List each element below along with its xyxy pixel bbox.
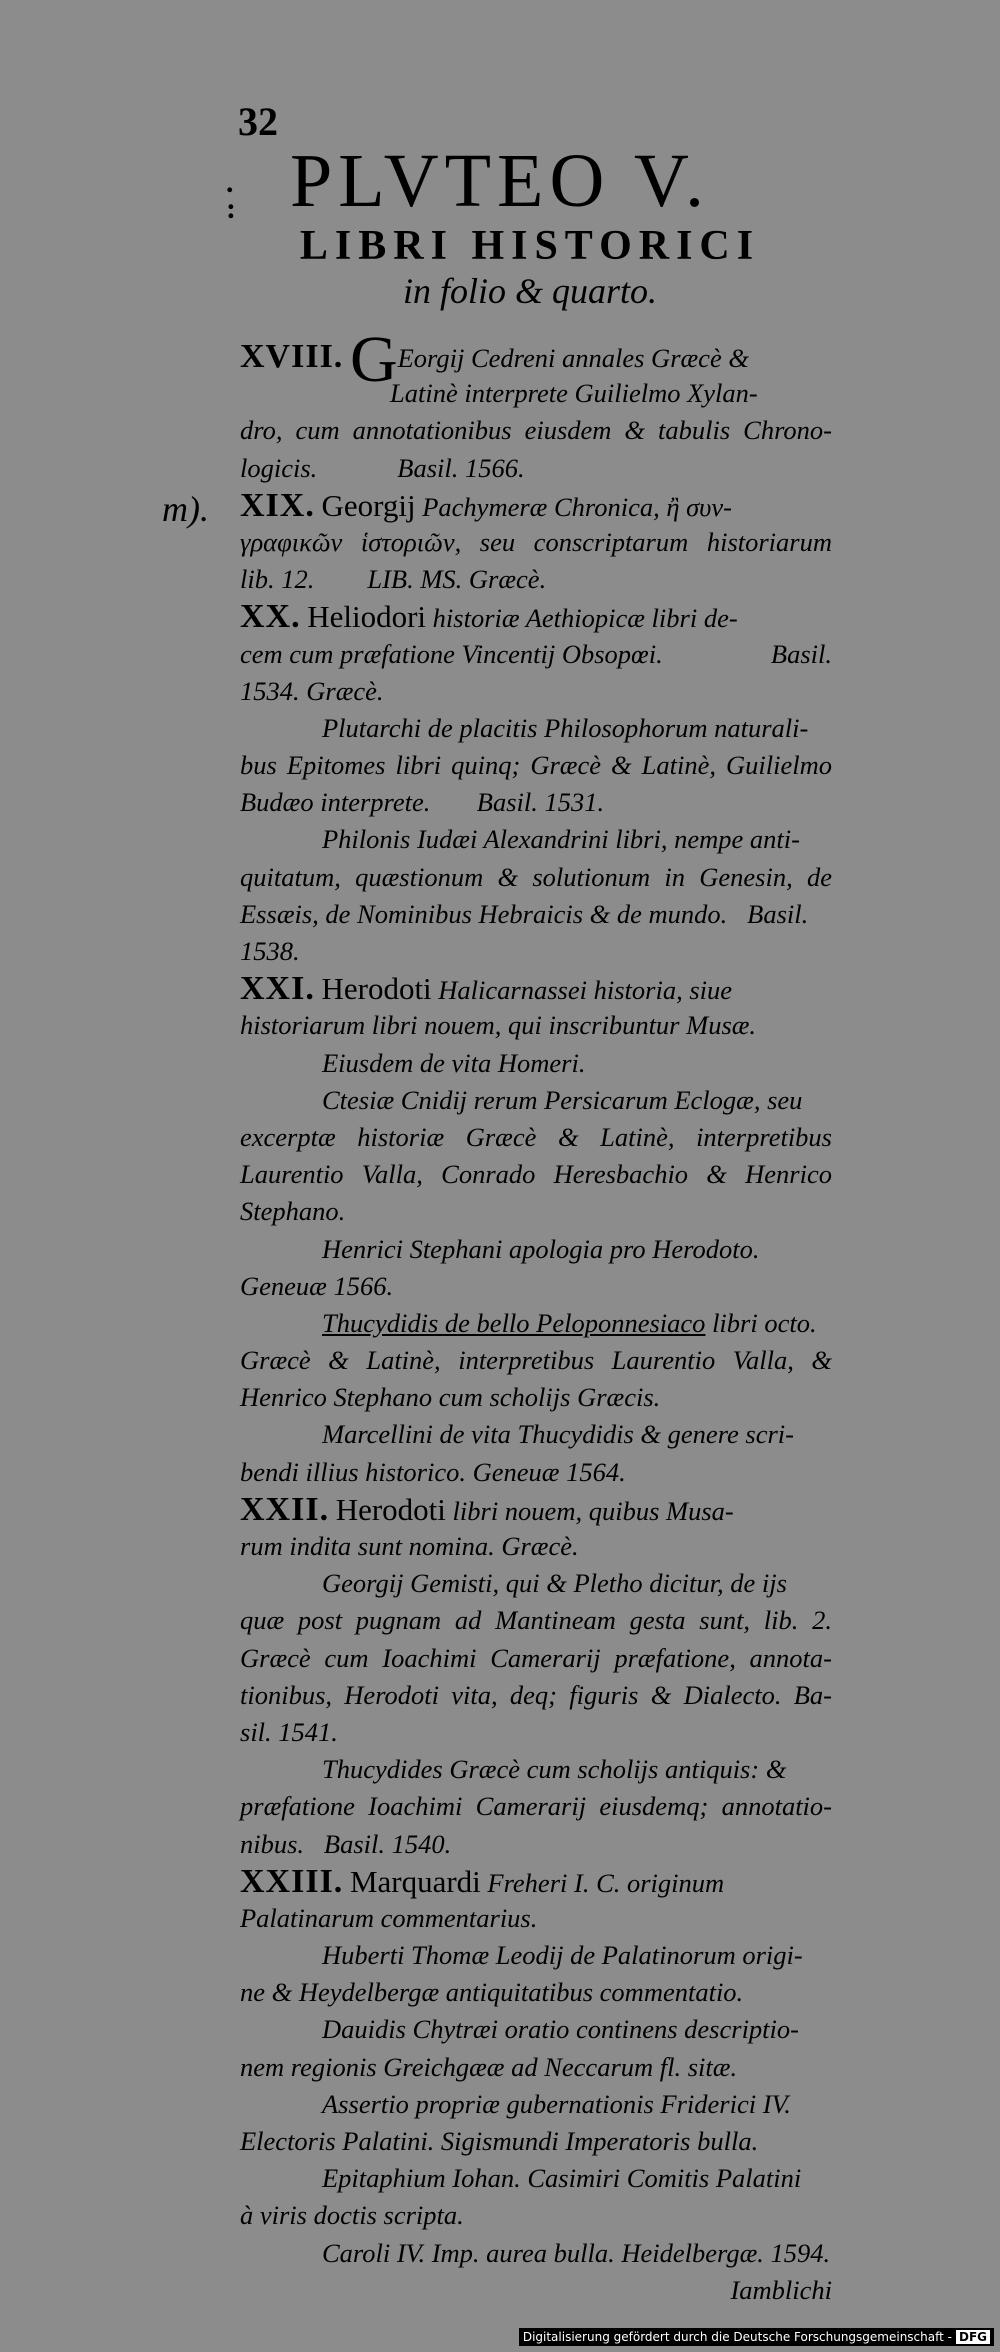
entry-text: Freheri I. C. originum (480, 1867, 725, 1898)
entry-author: Georgij (321, 487, 416, 523)
entry-line: historiarum libri nouem, qui inscribuntur Musæ. (240, 1010, 757, 1041)
entry-text: Halicarnassei historia, siue (431, 975, 733, 1006)
entry-line: Geneuæ 1566. (240, 1270, 394, 1301)
entry-line: Græcè cum Ioachimi Camerarij præfatione, annota- (240, 1642, 832, 1673)
entry-author: Herodoti (321, 971, 432, 1007)
entry-line: Henrici Stephani apologia pro Herodoto. (322, 1233, 760, 1264)
entry-number: XXII. (240, 1490, 330, 1528)
entry-line: Dauidis Chytræi oratio continens descriptio- (322, 2014, 799, 2045)
entry-line (240, 1863, 832, 1900)
drop-cap: G (349, 323, 398, 396)
footer-text: Digitalisierung gefördert durch die Deutsche Forschungsgemeinschaft - (522, 2330, 952, 2344)
entry-line: lib. 12. LIB. MS. Græcè. (240, 564, 547, 595)
entry-line (240, 598, 832, 635)
page-title: PLVTEO V. (290, 139, 711, 223)
dfg-logo: DFG (956, 2330, 990, 2344)
entry-line: nem regionis Greichgææ ad Neccarum fl. sitæ. (240, 2051, 738, 2082)
entry-line: Eiusdem de vita Homeri. (322, 1047, 586, 1078)
entry-line: 1538. (240, 936, 300, 966)
entry-line: quitatum, quæstionum & solutionum in Genesin, de (240, 861, 832, 892)
entry-line (240, 970, 832, 1007)
entry-line: bus Epitomes libri quinq; Græcè & Latinè, Guilielmo (240, 750, 832, 781)
entry-line: bendi illius historico. Geneuæ 1564. (240, 1456, 626, 1487)
entry-line (240, 1491, 832, 1528)
entry-line: Electoris Palatini. Sigismundi Imperatoris bulla. (240, 2126, 759, 2156)
entry-line: γραφικῶν ἱστοριῶν, seu conscriptarum historiarum (240, 526, 832, 557)
entry-line: tionibus, Herodoti vita, deq; figuris & Dialecto. Ba- (240, 1679, 832, 1710)
entry-line: Stephano. (240, 1196, 346, 1227)
entry-text: Pachymeræ Chronica, ἢ συν- (415, 491, 732, 522)
margin-dots: . : (226, 166, 236, 225)
entry-line: nibus. Basil. 1540. (240, 1828, 452, 1859)
entry-number: XVIII. (240, 338, 344, 375)
entry-line: quæ post pugnam ad Mantineam gesta sunt, lib. 2. (240, 1605, 832, 1636)
entry-line (240, 487, 832, 524)
entry-line: Assertio propriæ gubernationis Friderici IV. (322, 2088, 791, 2119)
entry-number: XIX. (240, 486, 315, 524)
entry-line: Thucydides Græcè cum scholijs antiquis: & (322, 1754, 787, 1785)
entry-author: Herodoti (335, 1491, 446, 1527)
entry-number: XXIII. (240, 1862, 344, 1900)
entry-line: rum indita sunt nomina. Græcè. (240, 1531, 579, 1561)
entry-line: Budæo interprete. Basil. 1531. (240, 787, 605, 818)
entry-number: XXI. (240, 970, 315, 1008)
entry-line: excerptæ historiæ Græcè & Latinè, interpretibus (240, 1121, 832, 1152)
entry-line: à viris doctis scripta. (240, 2200, 464, 2231)
section-heading: LIBRI HISTORICI (299, 223, 761, 269)
section-subheading: in folio & quarto. (402, 271, 658, 311)
entry-line: dro, cum annotationibus eiusdem & tabulis Chrono- (240, 415, 832, 446)
entry-line: Caroli IV. Imp. aurea bulla. Heidelbergæ. 1594. (322, 2237, 831, 2268)
catchword: Iamblichi (730, 2274, 832, 2305)
entry-line: præfatione Ioachimi Camerarij eiusdemq; annotatio- (240, 1791, 832, 1822)
entry-line: Philonis Iudæi Alexandrini libri, nempe anti- (322, 824, 800, 855)
underlined-title: Thucydidis de bello Peloponnesiaco (322, 1307, 706, 1338)
entry-author: Marquardi (349, 1863, 481, 1899)
entry-text: logicis. (240, 452, 318, 483)
entry-text: libri nouem, quibus Musa- (445, 1495, 734, 1526)
entry-line: ne & Heydelbergæ antiquitatibus commentatio. (240, 1977, 744, 2008)
entry-line (240, 450, 832, 487)
entry-text: Basil. 1566. (397, 452, 525, 483)
entry-text: libri octo. (705, 1307, 817, 1338)
entry-line: Plutarchi de placitis Philosophorum naturali- (322, 712, 809, 743)
entry-line: Epitaphium Iohan. Casimiri Comitis Palatini (322, 2163, 802, 2194)
entry-text: Eorgij Cedreni annales Græcè & (397, 343, 749, 373)
entry-line: Palatinarum commentarius. (240, 1902, 538, 1933)
entry-line (240, 636, 832, 673)
entry-line: sil. 1541. (240, 1716, 338, 1747)
entry-line: Essæis, de Nominibus Hebraicis & de mundo. Basil. (240, 898, 809, 929)
entry-line: Georgij Gemisti, qui & Pletho dicitur, de ijs (322, 1568, 787, 1599)
entry-line (240, 1305, 832, 1342)
entry-line: Marcellini de vita Thucydidis & genere scri- (322, 1419, 794, 1450)
entry-line: Laurentio Valla, Conrado Heresbachio & Henrico (240, 1159, 832, 1190)
entry-line: Græcè & Latinè, interpretibus Laurentio Valla, & (240, 1345, 832, 1376)
entry-text: cem cum præfatione Vincentij Obsopœi. (240, 638, 663, 669)
entry-author: Heliodori (307, 599, 427, 635)
handwritten-margin-note: m). (162, 489, 209, 529)
digitization-footer (519, 2328, 994, 2346)
entry-line: 1534. Græcè. (240, 675, 384, 706)
entry-line: Huberti Thomæ Leodij de Palatinorum origi- (322, 1940, 803, 1971)
page-number: 32 (238, 99, 278, 144)
entry-line: Henrico Stephano cum scholijs Græcis. (240, 1382, 661, 1413)
catalog-body (240, 323, 832, 2309)
entry-number: XX. (240, 598, 301, 636)
entry-line: Latinè interprete Guilielmo Xylan- (390, 378, 758, 409)
entry-text: historiæ Aethiopicæ libri de- (426, 603, 738, 634)
entry-line: Ctesiæ Cnidij rerum Persicarum Eclogæ, seu (322, 1084, 803, 1115)
entry-text: Basil. (770, 638, 832, 669)
